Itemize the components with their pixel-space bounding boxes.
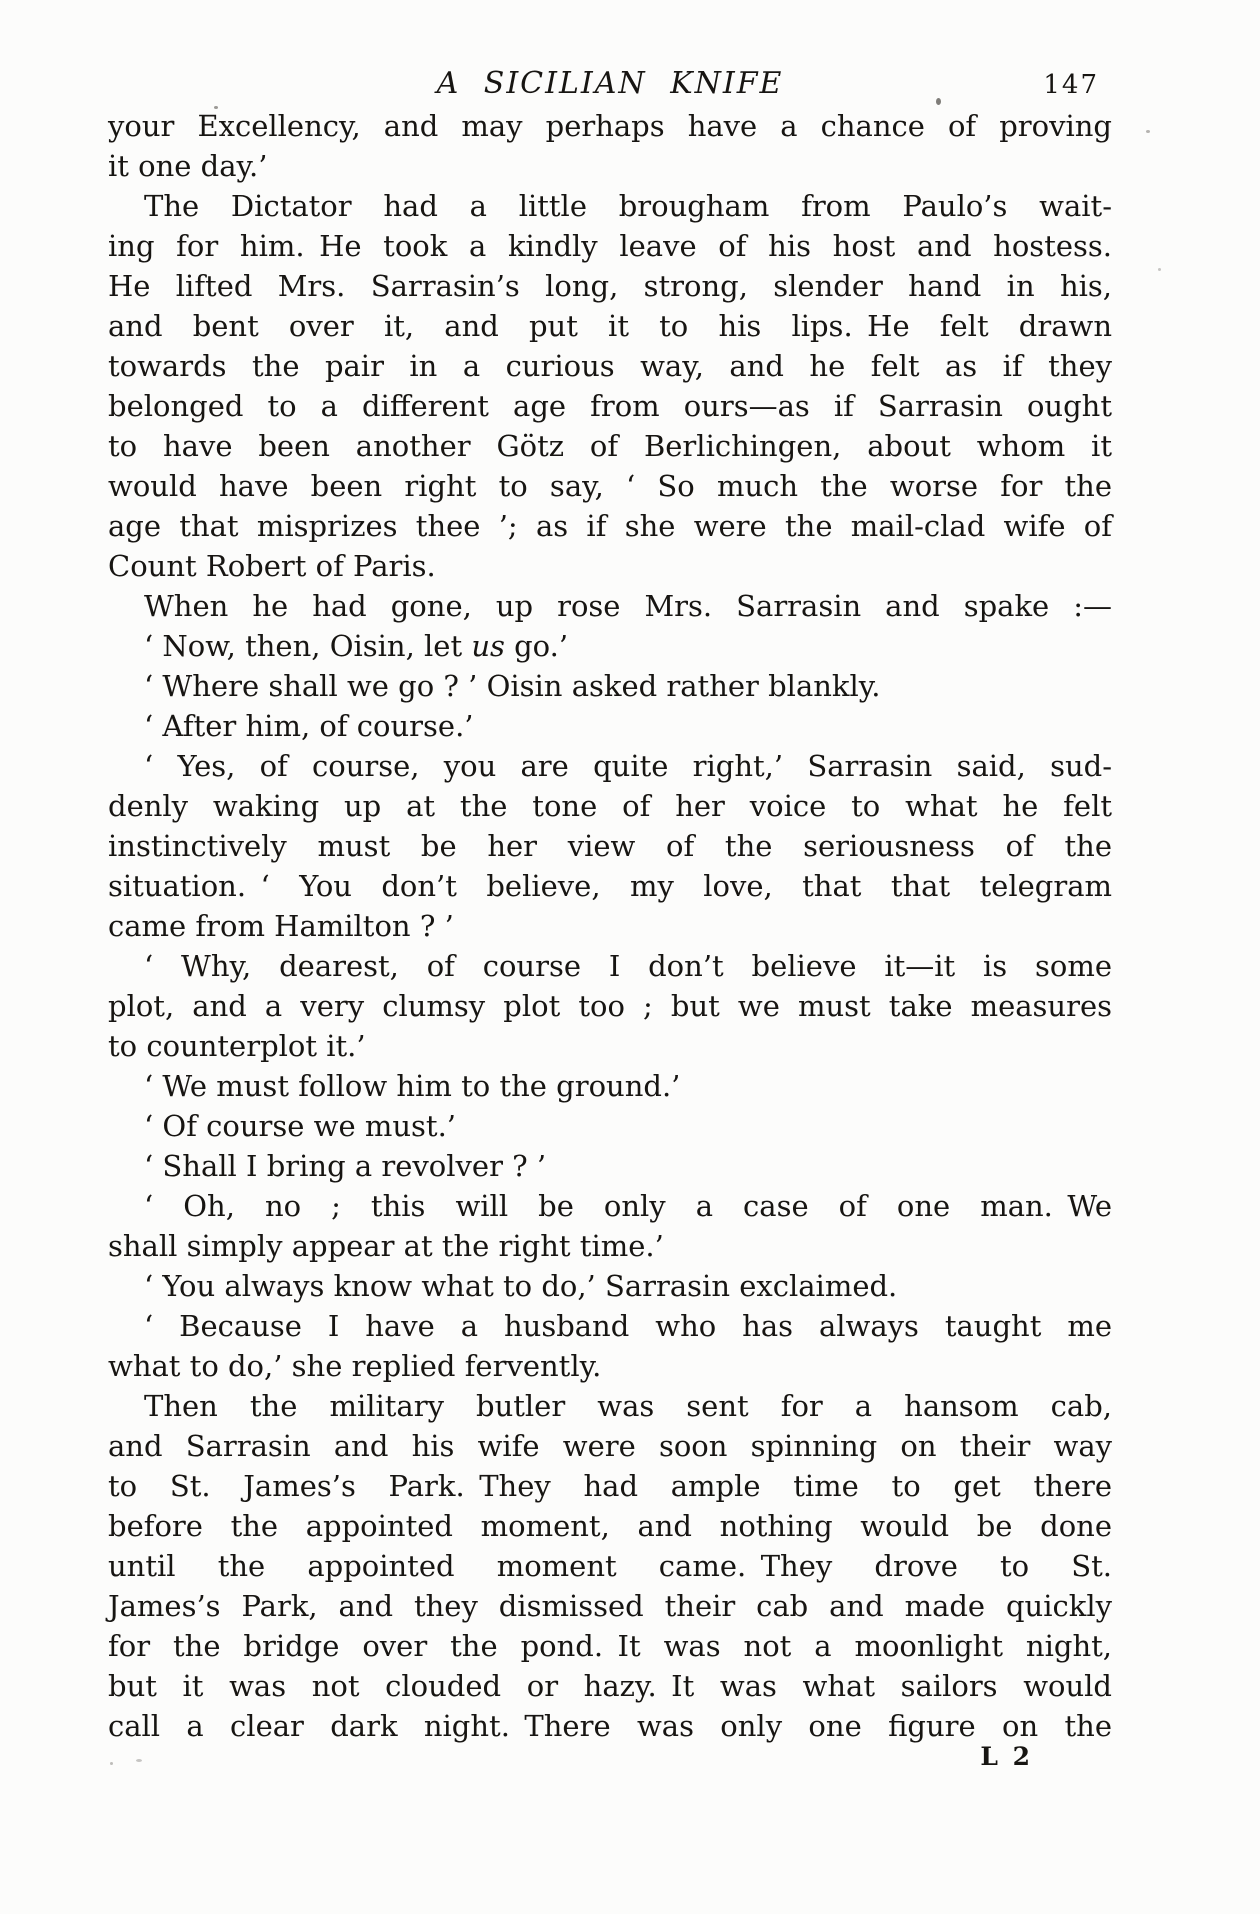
text-line: The Dictator had a little brougham from Paulo’s wait- [144, 189, 1112, 223]
text-line: ‘ After him, of course.’ [144, 709, 474, 743]
scan-speck [214, 106, 218, 109]
text-body [108, 106, 1112, 1746]
text-line: ‘ Why, dearest, of course I don’t believe it—it is some [144, 949, 1112, 983]
text-line: towards the pair in a curious way, and he felt as if they [108, 349, 1112, 383]
text-line: ‘ Shall I bring a revolver ? ’ [144, 1149, 547, 1183]
running-head [108, 66, 1112, 106]
page-number: 147 [1043, 70, 1099, 100]
text-line: ‘ Now, then, Oisin, let us go.’ [144, 629, 569, 663]
text-line: ‘ Of course we must.’ [144, 1109, 457, 1143]
text-line: ‘ Because I have a husband who has always taught me [144, 1309, 1112, 1343]
text-line: age that misprizes thee ’; as if she were the mail-clad wife of [108, 509, 1112, 543]
scan-speck [1158, 268, 1161, 271]
text-line: When he had gone, up rose Mrs. Sarrasin and spake :— [144, 589, 1112, 623]
text-line: James’s Park, and they dismissed their cab and made quickly [108, 1589, 1112, 1623]
text-line: shall simply appear at the right time.’ [108, 1229, 664, 1263]
text-line: call a clear dark night. There was only one figure on the [108, 1709, 1112, 1743]
text-line: to St. James’s Park. They had ample time to get there [108, 1469, 1112, 1503]
text-line: your Excellency, and may perhaps have a chance of proving [108, 109, 1112, 143]
scan-speck [110, 1762, 113, 1765]
scan-speck [136, 1759, 142, 1762]
text-line: to have been another Götz of Berlichingen, about whom it [108, 429, 1112, 463]
text-line: ing for him. He took a kindly leave of his host and hostess. [108, 229, 1112, 263]
text-line: it one day.’ [108, 149, 268, 183]
text-line: came from Hamilton ? ’ [108, 909, 454, 943]
text-line: Then the military butler was sent for a hansom cab, [144, 1389, 1112, 1423]
running-title: A SICILIAN KNIFE [436, 66, 784, 101]
signature-mark: L 2 [980, 1742, 1033, 1771]
text-line: would have been right to say, ‘ So much the worse for the [108, 469, 1112, 503]
text-line: He lifted Mrs. Sarrasin’s long, strong, slender hand in his, [108, 269, 1112, 303]
text-line: ‘ Where shall we go ? ’ Oisin asked rather blankly. [144, 669, 881, 703]
text-line: Count Robert of Paris. [108, 549, 436, 583]
text-line: to counterplot it.’ [108, 1029, 366, 1063]
scan-speck [1146, 130, 1150, 133]
text-line: until the appointed moment came. They drove to St. [108, 1549, 1112, 1583]
scan-speck [936, 98, 941, 105]
text-line: ‘ Oh, no ; this will be only a case of one man. We [144, 1189, 1112, 1223]
text-line: ‘ We must follow him to the ground.’ [144, 1069, 681, 1103]
text-line: before the appointed moment, and nothing would be done [108, 1509, 1112, 1543]
text-line: but it was not clouded or hazy. It was what sailors would [108, 1669, 1112, 1703]
text-line: for the bridge over the pond. It was not a moonlight night, [108, 1629, 1112, 1663]
text-line: and bent over it, and put it to his lips. He felt drawn [108, 309, 1112, 343]
text-line: belonged to a different age from ours—as if Sarrasin ought [108, 389, 1112, 423]
text-line: what to do,’ she replied fervently. [108, 1349, 602, 1383]
text-line: denly waking up at the tone of her voice to what he felt [108, 789, 1112, 823]
text-line: ‘ Yes, of course, you are quite right,’ Sarrasin said, sud- [144, 749, 1112, 783]
text-line: ‘ You always know what to do,’ Sarrasin exclaimed. [144, 1269, 898, 1303]
text-line: situation. ‘ You don’t believe, my love, that that telegram [108, 869, 1112, 903]
text-line: plot, and a very clumsy plot too ; but we must take measures [108, 989, 1112, 1023]
text-line: and Sarrasin and his wife were soon spinning on their way [108, 1429, 1112, 1463]
text-line: instinctively must be her view of the seriousness of the [108, 829, 1112, 863]
